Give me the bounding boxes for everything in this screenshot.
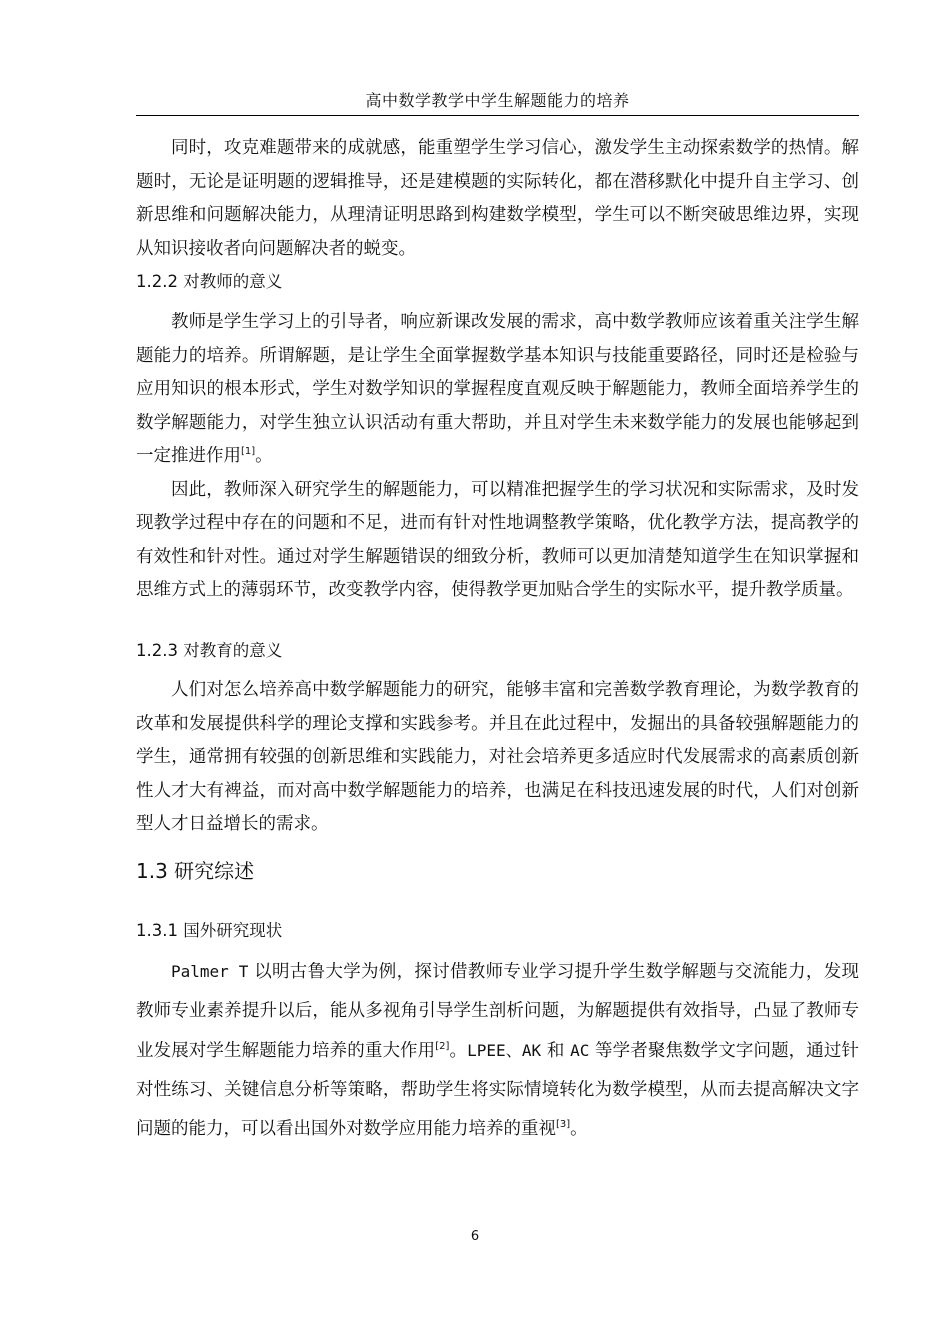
running-title: 高中数学教学中学生解题能力的培养: [365, 91, 630, 110]
text-segment-1: 以明古鲁大学为例，探讨借教师专业学习提升学生数学解题与交流能力，发现教师专业素养提升以后，能从多视角引导学生剖析问题，为解题提供有效指导，凸显了教师专业发展对学生解题能力培养的重大作用: [136, 962, 859, 1061]
heading-1-2-2: 1.2.2 对教师的意义: [136, 272, 283, 291]
heading-1-2-3: 1.2.3 对教育的意义: [136, 641, 283, 660]
paragraph-teacher-research: 因此，教师深入研究学生的解题能力，可以精准把握学生的学习状况和实际需求，及时发现教学过程中存在的问题和不足，进而有针对性地调整教学策略，优化教学方法，提高教学的有效性和针对性。通过对学生解题错误的细致分析，教师可以更加清楚知道学生在知识掌握和思维方式上的薄弱环节，改变教学内容，使得教学更加贴合学生的实际水平，提升教学质量。: [136, 479, 859, 600]
author-lpee-ak: LPEE、AK: [467, 1041, 542, 1060]
section-1-2-2-body: [136, 306, 859, 608]
page-header: [136, 90, 859, 116]
paragraph-teacher-guide-text: 教师是学生学习上的引导者，响应新课改发展的需求，高中数学教师应该着重关注学生解题能力的培养。所谓解题，是让学生全面掌握数学基本知识与技能重要路径，同时还是检验与应用知识的根本形式，学生对数学知识的掌握程度直观反映于解题能力，教师全面培养学生的数学解题能力，对学生独立认识活动有重大帮助，并且对学生未来数学能力的发展也能够起到一定推进作用: [136, 312, 859, 466]
page-number: 6: [470, 1229, 480, 1244]
paragraph-foreign-research: [136, 952, 859, 1149]
text-segment-4: 等学者聚焦数学文字问题，通过针对性练习、关键信息分析等策略，帮助学生将实际情境转化为数学模型，从而去提高解决文字问题的能力，可以看出国外对数学应用能力培养的重视: [136, 1041, 859, 1139]
heading-1-3: 1.3 研究综述: [136, 859, 255, 883]
paragraph-confidence: 同时，攻克难题带来的成就感，能重塑学生学习信心，激发学生主动探索数学的热情。解题时，无论是证明题的逻辑推导，还是建模题的实际转化，都在潜移默化中提升自主学习、创新思维和问题解决能力，从理清证明思路到构建数学模型，学生可以不断突破思维边界，实现从知识接收者向问题解决者的蜕变。: [136, 138, 859, 259]
paragraph-teacher-guide-end: 。: [255, 446, 273, 466]
citation-3: [3]: [556, 1119, 571, 1131]
section-1-2-1-continuation: [136, 132, 859, 266]
author-ac: AC: [570, 1041, 590, 1060]
heading-1-3-1: 1.3.1 国外研究现状: [136, 921, 283, 940]
section-1-2-3-body: [136, 674, 859, 842]
author-palmer: Palmer T: [171, 962, 249, 981]
citation-1: [1]: [241, 446, 256, 458]
paragraph-education-theory: 人们对怎么培养高中数学解题能力的研究，能够丰富和完善数学教育理论，为数学教育的改革和发展提供科学的理论支撑和实践参考。并且在此过程中，发掘出的具备较强解题能力的学生，通常拥有较强的创新思维和实践能力，对社会培养更多适应时代发展需求的高素质创新性人才大有裨益，而对高中数学解题能力的培养，也满足在科技迅速发展的时代，人们对创新型人才日益增长的需求。: [136, 680, 859, 834]
text-segment-3: 和: [541, 1041, 571, 1061]
text-segment-5: 。: [570, 1119, 588, 1139]
section-1-3-1-body: [136, 952, 859, 1149]
citation-2: [2]: [435, 1041, 450, 1053]
text-segment-2: 。: [449, 1041, 468, 1061]
paragraph-teacher-guide: [136, 306, 859, 474]
